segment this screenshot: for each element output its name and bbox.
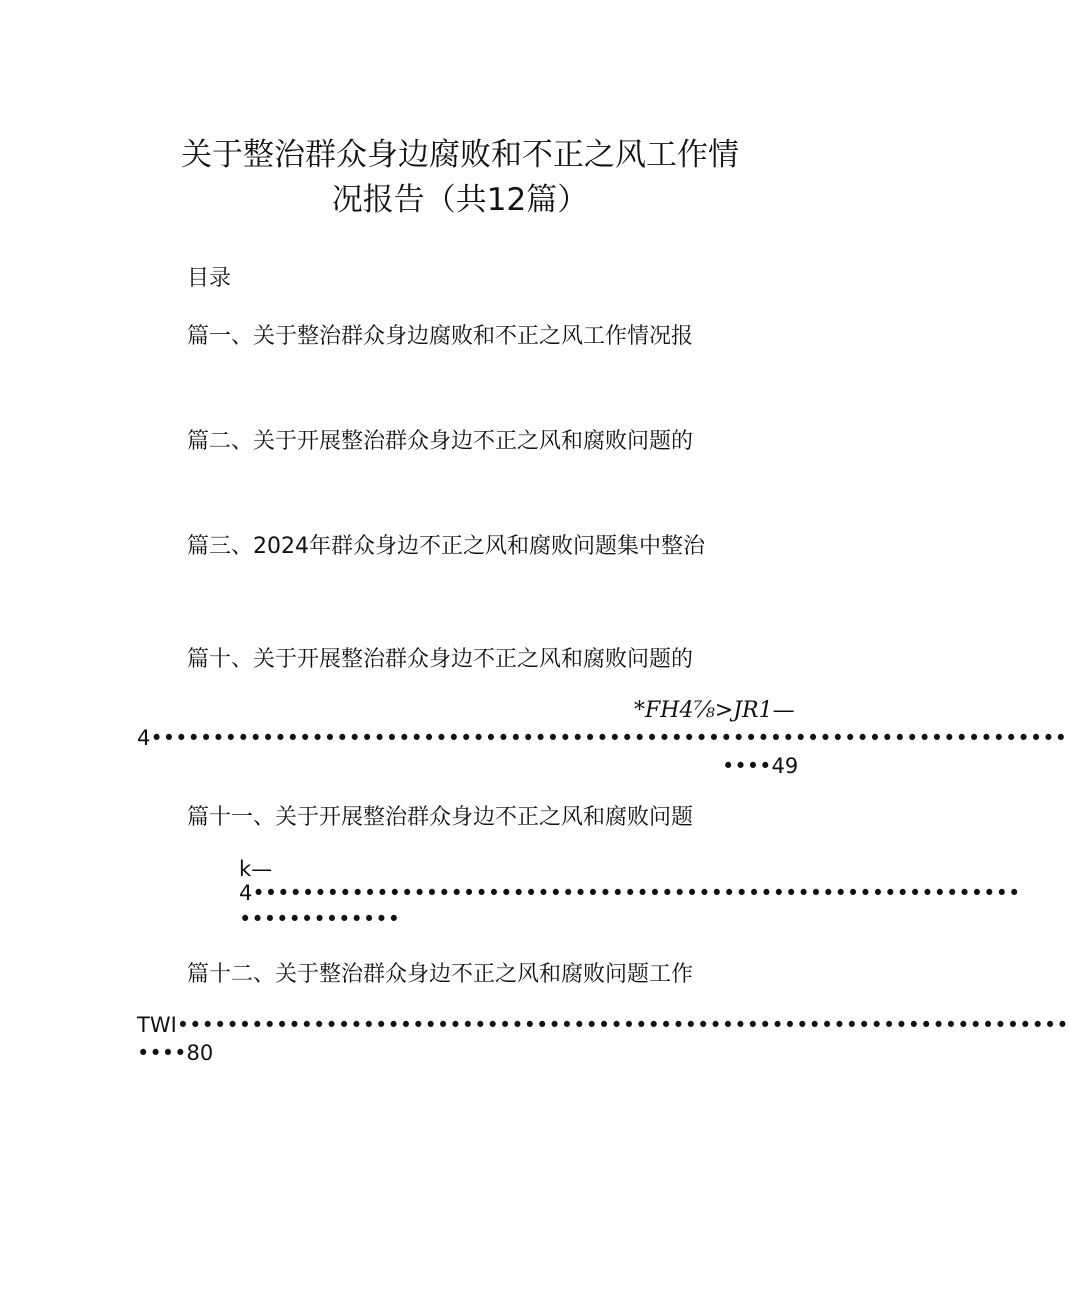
toc-entry-10-page-number: ••••49 — [722, 754, 799, 778]
document-title-line-2: 况报告（共12篇） — [331, 182, 589, 218]
document-title-line-1: 关于整治群众身边腐败和不正之风工作情 — [181, 137, 739, 173]
toc-entry-11[interactable]: 篇十一、关于开展整治群众身边不正之风和腐败问题 — [187, 805, 694, 830]
toc-entry-12-leader-dots: TWI•••••••••••••••••••••••••••••••••••••••••••••••••••••••••••••••••••••••• — [137, 1013, 1069, 1037]
toc-entry-11-suffix: k— — [239, 857, 273, 881]
toc-heading: 目录 — [187, 266, 232, 291]
toc-entry-10-garbled-text: *FH4⅞>JR1— — [634, 698, 795, 723]
toc-entry-10[interactable]: 篇十、关于开展整治群众身边不正之风和腐败问题的 — [187, 647, 694, 672]
toc-entry-3[interactable]: 篇三、2024年群众身边不正之风和腐败问题集中整治 — [187, 534, 705, 559]
toc-entry-1[interactable]: 篇一、关于整治群众身边腐败和不正之风工作情况报 — [187, 324, 694, 349]
toc-entry-12[interactable]: 篇十二、关于整治群众身边不正之风和腐败问题工作 — [187, 962, 694, 987]
toc-entry-11-leader-dots: 4•••••••••••••••••••••••••••••••••••••••••••••••••••••••••••••• — [239, 881, 1021, 905]
toc-entry-2[interactable]: 篇二、关于开展整治群众身边不正之风和腐败问题的 — [187, 429, 694, 454]
toc-entry-11-leader-dots-end: ••••••••••••• — [239, 907, 401, 931]
toc-entry-10-leader-dots: 4•••••••••••••••••••••••••••••••••••••••••••••••••••••••••••••••••••••••••• — [137, 726, 1067, 750]
toc-entry-12-page-number: ••••80 — [137, 1041, 214, 1065]
